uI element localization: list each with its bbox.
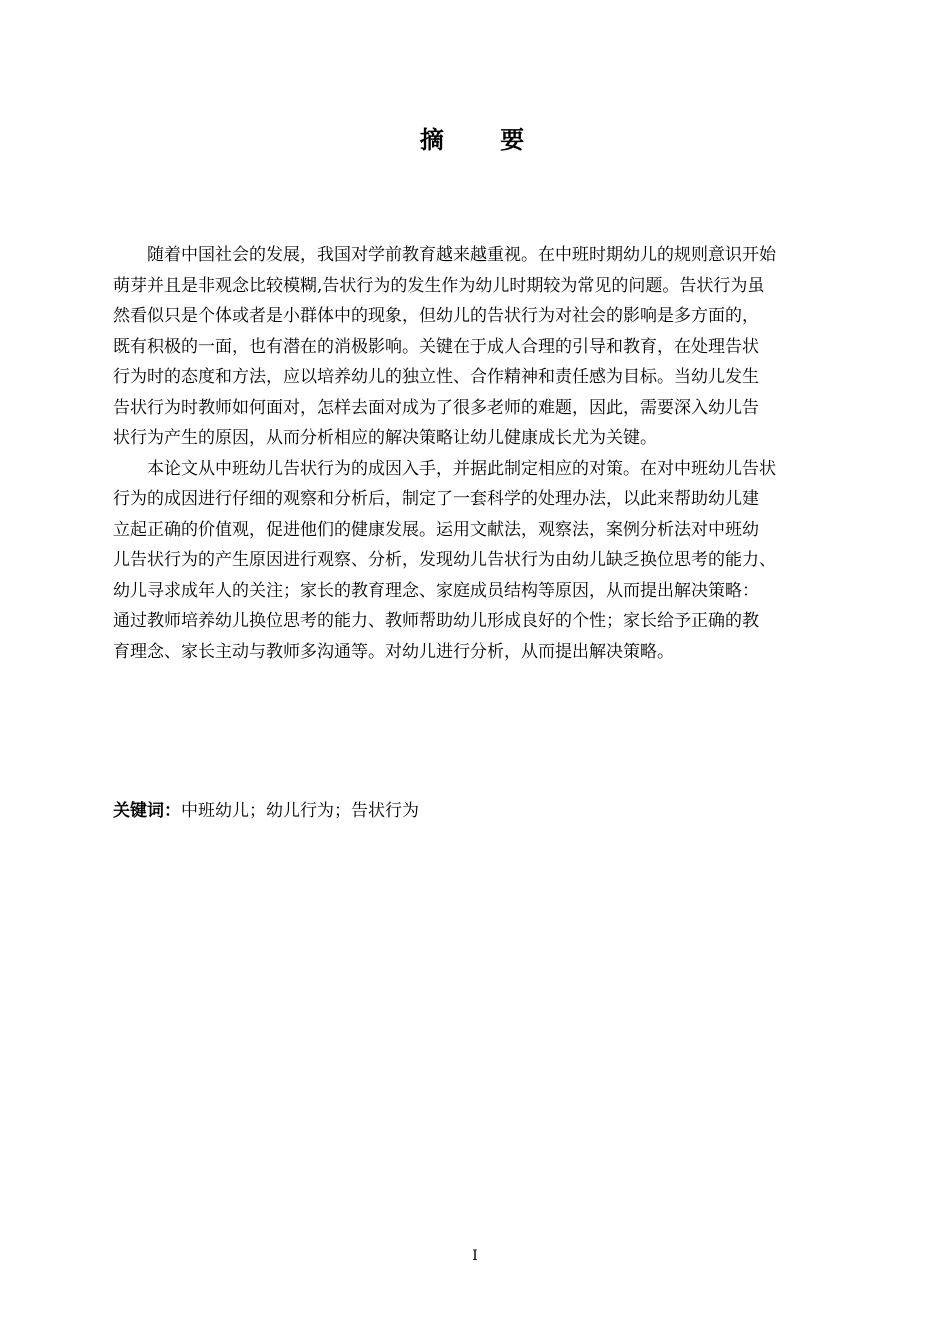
- text-line: 本论文从中班幼儿告状行为的成因入手，并据此制定相应的对策。在对中班幼儿告状: [147, 458, 776, 479]
- text-line: 既有积极的一面，也有潜在的消极影响。关键在于成人合理的引导和教育，在处理告状: [113, 336, 759, 357]
- keywords-label: 关键词：: [113, 801, 181, 821]
- keywords-line: [113, 797, 419, 825]
- text-line: 立起正确的价值观，促进他们的健康发展。运用文献法，观察法，案例分析法对中班幼: [113, 519, 759, 540]
- abstract-body: [113, 240, 861, 667]
- text-line: 行为时的态度和方法，应以培养幼儿的独立性、合作精神和责任感为目标。当幼儿发生: [113, 367, 759, 387]
- paragraph-1: [113, 240, 861, 454]
- text-line: 萌芽并且是非观念比较模糊,告状行为的发生作为幼儿时期较为常见的问题。告状行为虽: [113, 275, 765, 296]
- text-line: 幼儿寻求成年人的关注；家长的教育理念、家庭成员结构等原因，从而提出解决策略：: [113, 580, 759, 601]
- text-line: 通过教师培养幼儿换位思考的能力、教师帮助幼儿形成良好的个性；家长给予正确的教: [113, 611, 759, 631]
- abstract-title: 摘 要: [419, 126, 549, 154]
- text-line: 行为的成因进行仔细的观察和分析后，制定了一套科学的处理办法，以此来帮助幼儿建: [113, 489, 759, 509]
- text-line: 随着中国社会的发展，我国对学前教育越来越重视。在中班时期幼儿的规则意识开始: [147, 245, 776, 265]
- paragraph-2: [113, 454, 861, 668]
- text-line: 状行为产生的原因，从而分析相应的解决策略让幼儿健康成长尤为关键。: [113, 428, 657, 448]
- text-line: 告状行为时教师如何面对，怎样去面对成为了很多老师的难题，因此，需要深入幼儿告: [113, 397, 759, 418]
- text-line: 然看似只是个体或者是小群体中的现象，但幼儿的告状行为对社会的影响是多方面的，: [113, 306, 759, 326]
- page-number: I: [472, 1248, 478, 1264]
- text-line: 育理念、家长主动与教师多沟通等。对幼儿进行分析，从而提出解决策略。: [113, 641, 674, 662]
- keywords-value: 中班幼儿；幼儿行为；告状行为: [181, 801, 419, 821]
- text-line: 儿告状行为的产生原因进行观察、分析，发现幼儿告状行为由幼儿缺乏换位思考的能力、: [113, 550, 776, 570]
